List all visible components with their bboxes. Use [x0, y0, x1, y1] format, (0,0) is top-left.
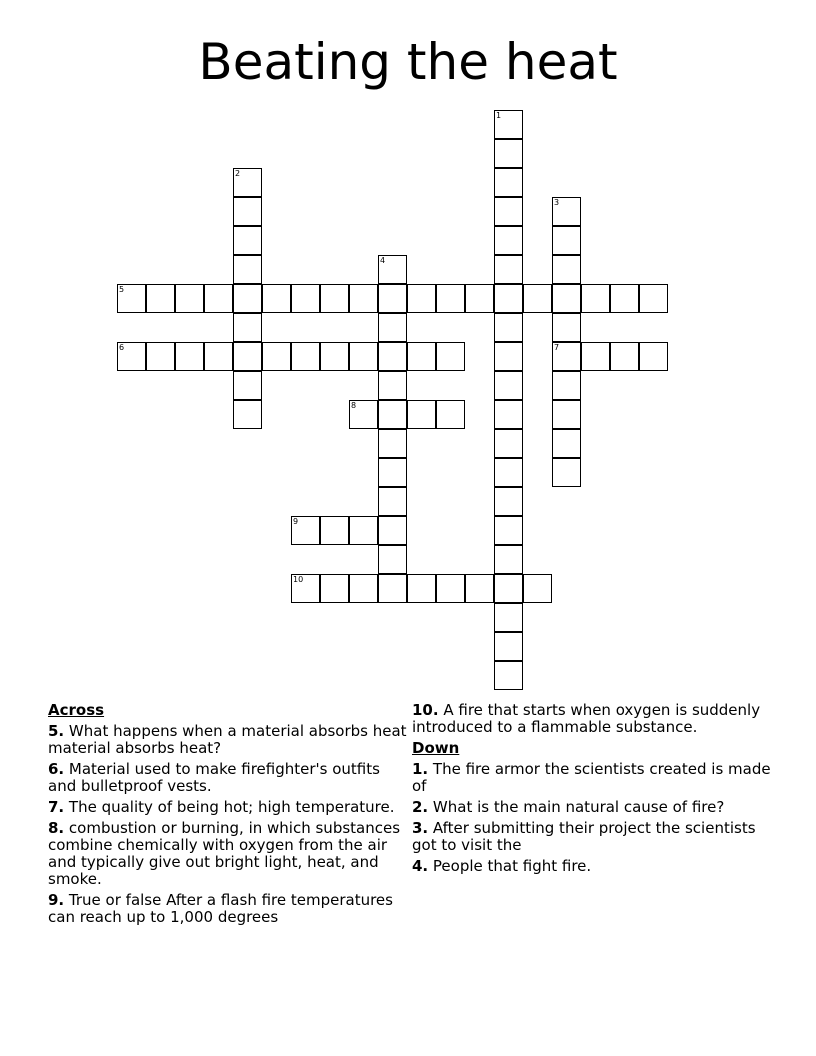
crossword-cell[interactable]	[552, 371, 581, 400]
crossword-cell[interactable]	[378, 545, 407, 574]
crossword-cell[interactable]	[175, 342, 204, 371]
cell-number: 3	[554, 198, 560, 207]
across-heading: Across	[48, 701, 105, 719]
crossword-cell[interactable]	[378, 342, 407, 371]
clue-text: The fire armor the scientists created is made of	[412, 760, 771, 795]
crossword-cell[interactable]	[233, 400, 262, 429]
cell-number: 6	[119, 343, 125, 352]
clue-across-5	[48, 723, 408, 757]
crossword-cell[interactable]	[291, 574, 320, 603]
clue-text: combustion or burning, in which substances combine chemically with oxygen from the air and typically give out bright light, heat, and smoke.	[48, 819, 401, 888]
crossword-cell[interactable]	[465, 284, 494, 313]
clue-number: 6.	[48, 760, 65, 778]
clue-number: 1.	[412, 760, 429, 778]
clue-down-4	[412, 858, 772, 875]
crossword-cell[interactable]	[117, 284, 146, 313]
clue-across-8	[48, 820, 408, 888]
cell-number: 10	[293, 575, 304, 584]
crossword-cell[interactable]	[494, 429, 523, 458]
clue-across-9	[48, 892, 408, 926]
crossword-cell[interactable]	[233, 226, 262, 255]
crossword-cell[interactable]	[552, 342, 581, 371]
crossword-cell[interactable]	[494, 110, 523, 139]
crossword-cell[interactable]	[494, 545, 523, 574]
crossword-cell[interactable]	[407, 284, 436, 313]
crossword-cell[interactable]	[494, 661, 523, 690]
crossword-cell[interactable]	[291, 284, 320, 313]
crossword-cell[interactable]	[494, 313, 523, 342]
clue-text: True or false After a flash fire temperatures can reach up to 1,000 degrees	[48, 891, 393, 926]
crossword-cell[interactable]	[610, 284, 639, 313]
crossword-cell[interactable]	[581, 284, 610, 313]
cell-number: 5	[119, 285, 125, 294]
crossword-cell[interactable]	[436, 400, 465, 429]
crossword-cell[interactable]	[407, 574, 436, 603]
crossword-cell[interactable]	[146, 284, 175, 313]
crossword-cell[interactable]	[204, 342, 233, 371]
crossword-cell[interactable]	[494, 458, 523, 487]
crossword-cell[interactable]	[349, 516, 378, 545]
crossword-cell[interactable]	[320, 516, 349, 545]
clue-text: People that fight fire.	[432, 857, 592, 875]
crossword-cell[interactable]	[465, 574, 494, 603]
crossword-cell[interactable]	[320, 574, 349, 603]
clue-number: 3.	[412, 819, 429, 837]
crossword-cell[interactable]	[320, 284, 349, 313]
crossword-cell[interactable]	[552, 313, 581, 342]
crossword-cell[interactable]	[233, 168, 262, 197]
crossword-cell[interactable]	[494, 574, 523, 603]
crossword-cell[interactable]	[494, 168, 523, 197]
crossword-cell[interactable]	[378, 400, 407, 429]
clue-across-6	[48, 761, 408, 795]
crossword-cell[interactable]	[552, 226, 581, 255]
crossword-cell[interactable]	[494, 226, 523, 255]
clue-text: Material used to make firefighter's outfits and bulletproof vests.	[48, 760, 380, 795]
crossword-cell[interactable]	[378, 255, 407, 284]
crossword-cell[interactable]	[552, 197, 581, 226]
clue-number: 2.	[412, 798, 429, 816]
clue-text: What happens when a material absorbs heat material absorbs heat?	[48, 722, 407, 757]
cell-number: 1	[496, 111, 502, 120]
clue-number: 4.	[412, 857, 429, 875]
clue-down-3	[412, 820, 772, 854]
crossword-cell[interactable]	[204, 284, 233, 313]
clue-down-2	[412, 799, 772, 816]
crossword-cell[interactable]	[494, 400, 523, 429]
clues-left-column	[48, 702, 408, 930]
crossword-cell[interactable]	[494, 342, 523, 371]
crossword-cell[interactable]	[494, 255, 523, 284]
crossword-cell[interactable]	[610, 342, 639, 371]
down-heading: Down	[412, 739, 460, 757]
clue-number: 5.	[48, 722, 65, 740]
cell-number: 7	[554, 343, 560, 352]
crossword-cell[interactable]	[436, 284, 465, 313]
crossword-cell[interactable]	[523, 574, 552, 603]
crossword-cell[interactable]	[233, 342, 262, 371]
crossword-cell[interactable]	[233, 197, 262, 226]
crossword-cell[interactable]	[291, 342, 320, 371]
crossword-cell[interactable]	[639, 342, 668, 371]
crossword-cell[interactable]	[494, 139, 523, 168]
clue-text: After submitting their project the scientists got to visit the	[412, 819, 756, 854]
clue-text: What is the main natural cause of fire?	[432, 798, 725, 816]
crossword-cell[interactable]	[146, 342, 175, 371]
crossword-cell[interactable]	[378, 313, 407, 342]
crossword-cell[interactable]	[233, 313, 262, 342]
crossword-cell[interactable]	[494, 371, 523, 400]
crossword-cell[interactable]	[436, 342, 465, 371]
cell-number: 8	[351, 401, 357, 410]
crossword-cell[interactable]	[552, 255, 581, 284]
clue-text: A fire that starts when oxygen is suddenly introduced to a flammable substance.	[412, 701, 761, 736]
crossword-cell[interactable]	[407, 400, 436, 429]
crossword-cell[interactable]	[436, 574, 465, 603]
crossword-cell[interactable]	[175, 284, 204, 313]
crossword-cell[interactable]	[233, 371, 262, 400]
crossword-cell[interactable]	[552, 284, 581, 313]
crossword-cell[interactable]	[233, 255, 262, 284]
clue-down-1	[412, 761, 772, 795]
crossword-cell[interactable]	[349, 574, 378, 603]
clues-right-column	[412, 702, 772, 879]
crossword-cell[interactable]	[552, 429, 581, 458]
crossword-cell[interactable]	[262, 284, 291, 313]
crossword-cell[interactable]	[117, 342, 146, 371]
clue-across-7	[48, 799, 408, 816]
crossword-cell[interactable]	[349, 284, 378, 313]
crossword-cell[interactable]	[378, 284, 407, 313]
crossword-cell[interactable]	[523, 284, 552, 313]
crossword-cell[interactable]	[378, 574, 407, 603]
crossword-cell[interactable]	[494, 197, 523, 226]
crossword-cell[interactable]	[378, 371, 407, 400]
crossword-cell[interactable]	[233, 284, 262, 313]
crossword-cell[interactable]	[407, 342, 436, 371]
crossword-cell[interactable]	[552, 400, 581, 429]
crossword-cell[interactable]	[378, 487, 407, 516]
crossword-cell[interactable]	[494, 487, 523, 516]
clue-number: 9.	[48, 891, 65, 909]
cell-number: 2	[235, 169, 241, 178]
clue-text: The quality of being hot; high temperature.	[68, 798, 395, 816]
clue-number: 10.	[412, 701, 439, 719]
crossword-cell[interactable]	[349, 400, 378, 429]
clue-number: 8.	[48, 819, 65, 837]
cell-number: 9	[293, 517, 299, 526]
clue-across-10	[412, 702, 772, 736]
crossword-cell[interactable]	[262, 342, 291, 371]
crossword-cell[interactable]	[378, 516, 407, 545]
crossword-cell[interactable]	[552, 458, 581, 487]
crossword-cell[interactable]	[494, 603, 523, 632]
crossword-cell[interactable]	[378, 429, 407, 458]
crossword-cell[interactable]	[494, 632, 523, 661]
cell-number: 4	[380, 256, 386, 265]
crossword-cell[interactable]	[291, 516, 320, 545]
puzzle-title: Beating the heat	[198, 33, 618, 91]
crossword-cell[interactable]	[320, 342, 349, 371]
crossword-cell[interactable]	[639, 284, 668, 313]
crossword-cell[interactable]	[494, 516, 523, 545]
crossword-cell[interactable]	[581, 342, 610, 371]
clue-number: 7.	[48, 798, 65, 816]
crossword-cell[interactable]	[494, 284, 523, 313]
crossword-cell[interactable]	[378, 458, 407, 487]
crossword-cell[interactable]	[349, 342, 378, 371]
